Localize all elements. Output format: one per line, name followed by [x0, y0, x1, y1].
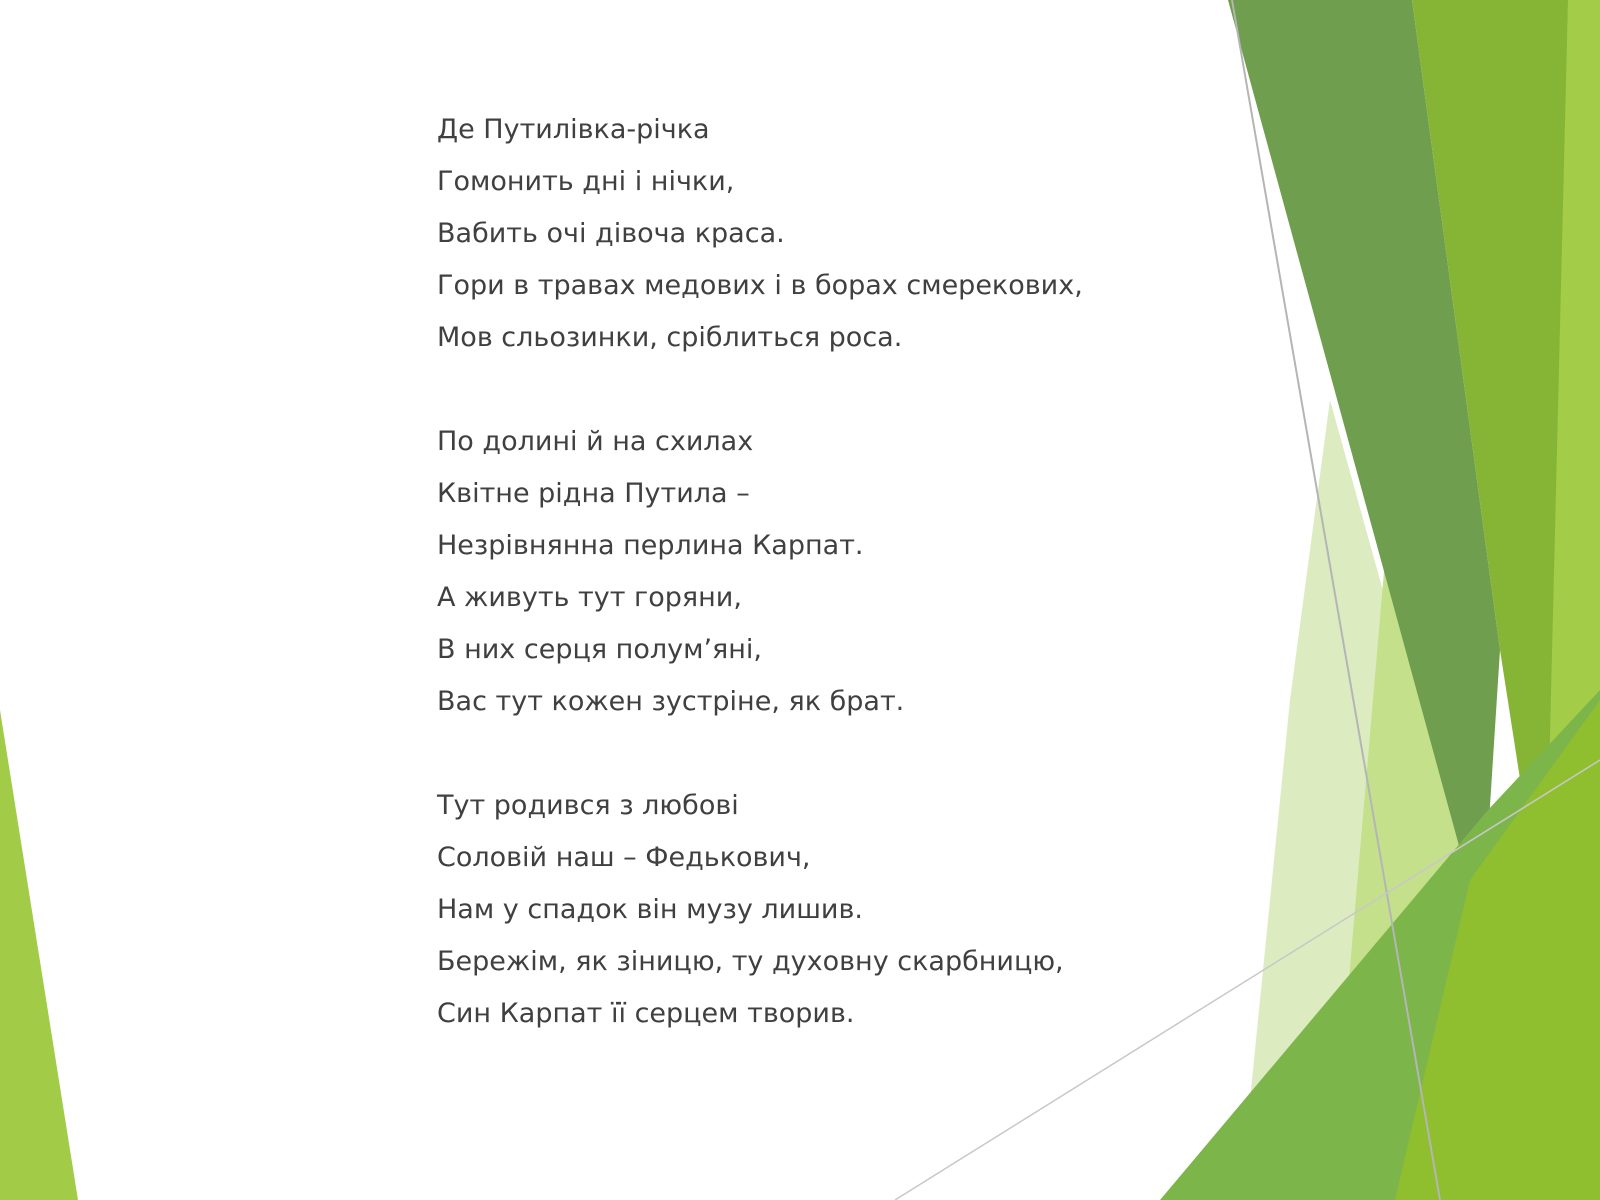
poem-line: Вабить очі дівоча краса.: [437, 218, 785, 249]
poem-line: В них серця полум’яні,: [437, 634, 763, 665]
poem-text: [437, 104, 1197, 1092]
poem-line: По долині й на схилах: [437, 426, 754, 457]
poem-line: Гомонить дні і нічки,: [437, 166, 735, 197]
poem-line: Соловій наш – Федькович,: [437, 842, 811, 873]
poem-line: Тут родився з любові: [437, 790, 739, 821]
stanza-1: [437, 104, 1197, 364]
poem-line: Де Путилівка-річка: [437, 114, 710, 145]
poem-line: Нам у спадок він музу лишив.: [437, 894, 863, 925]
poem-line: Гори в травах медових і в борах смерекових,: [437, 270, 1083, 301]
poem-line: Незрівнянна перлина Карпат.: [437, 530, 864, 561]
stanza-3: [437, 780, 1197, 1040]
poem-line: Вас тут кожен зустріне, як брат.: [437, 686, 905, 717]
stanza-2: [437, 416, 1197, 728]
poem-line: Мов сльозинки, сріблиться роса.: [437, 322, 903, 353]
poem-line: А живуть тут горяни,: [437, 582, 742, 613]
poem-line: Син Карпат її серцем творив.: [437, 998, 855, 1029]
poem-line: Бережім, як зіницю, ту духовну скарбницю,: [437, 946, 1064, 977]
left-green-sliver: [0, 710, 78, 1200]
poem-line: Квітне рідна Путила –: [437, 478, 750, 509]
